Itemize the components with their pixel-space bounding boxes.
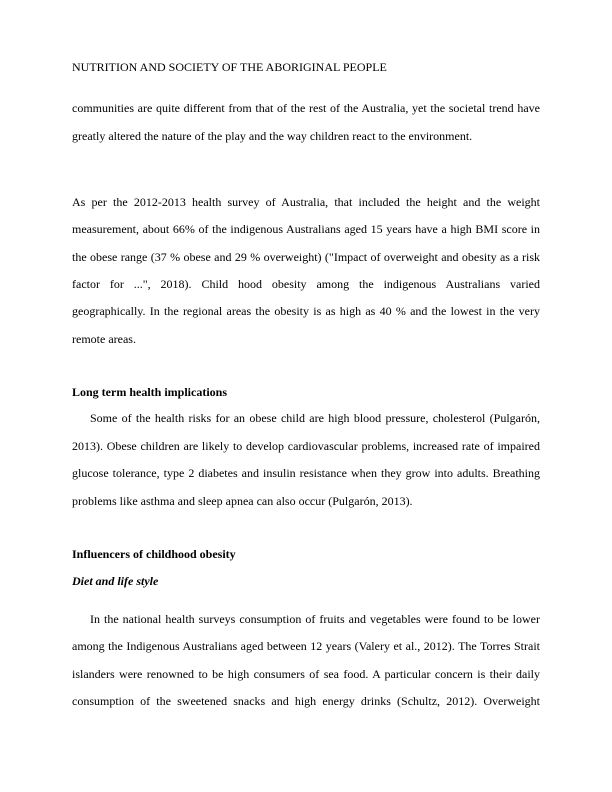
paragraph-line: the obese range (37 % obese and 29 % overweight) ("Impact of overweight and obesity as a risk [72,250,540,264]
paragraph-line: As per the 2012-2013 health survey of Australia, that included the height and the weight [72,195,540,209]
paragraph-line: factor for ...", 2018). Child hood obesity among the indigenous Australians varied [72,277,540,291]
page-header: NUTRITION AND SOCIETY OF THE ABORIGINAL PEOPLE [72,60,387,74]
paragraph-line: In the national health surveys consumption of fruits and vegetables were found to be lower [90,612,540,626]
paragraph-line: 2013). Obese children are likely to develop cardiovascular problems, increased rate of impaired [72,439,540,453]
paragraph-line: islanders were renowned to be high consumers of sea food. A particular concern is their daily [72,667,540,681]
section-heading: Long term health implications [72,385,227,399]
paragraph-line: measurement, about 66% of the indigenous Australians aged 15 years have a high BMI score in [72,222,540,236]
paragraph-line: among the Indigenous Australians aged between 12 years (Valery et al., 2012). The Torres Strait [72,639,540,653]
paragraph-line: problems like asthma and sleep apnea can also occur (Pulgarón, 2013). [72,494,413,508]
paragraph-line: remote areas. [72,332,136,346]
section-subheading: Diet and life style [72,574,159,588]
section-heading: Influencers of childhood obesity [72,547,236,561]
paragraph-line: glucose tolerance, type 2 diabetes and insulin resistance when they grow into adults. Breathing [72,466,540,480]
paragraph-line: greatly altered the nature of the play and the way children react to the environment. [72,129,473,143]
paragraph-line: communities are quite different from that of the rest of the Australia, yet the societal trend have [72,101,540,115]
paragraph-line: Some of the health risks for an obese child are high blood pressure, cholesterol (Pulgarón, [90,411,540,425]
paragraph-line: consumption of the sweetened snacks and high energy drinks (Schultz, 2012). Overweight [72,694,540,708]
paragraph-line: geographically. In the regional areas the obesity is as high as 40 % and the lowest in the very [72,304,540,318]
